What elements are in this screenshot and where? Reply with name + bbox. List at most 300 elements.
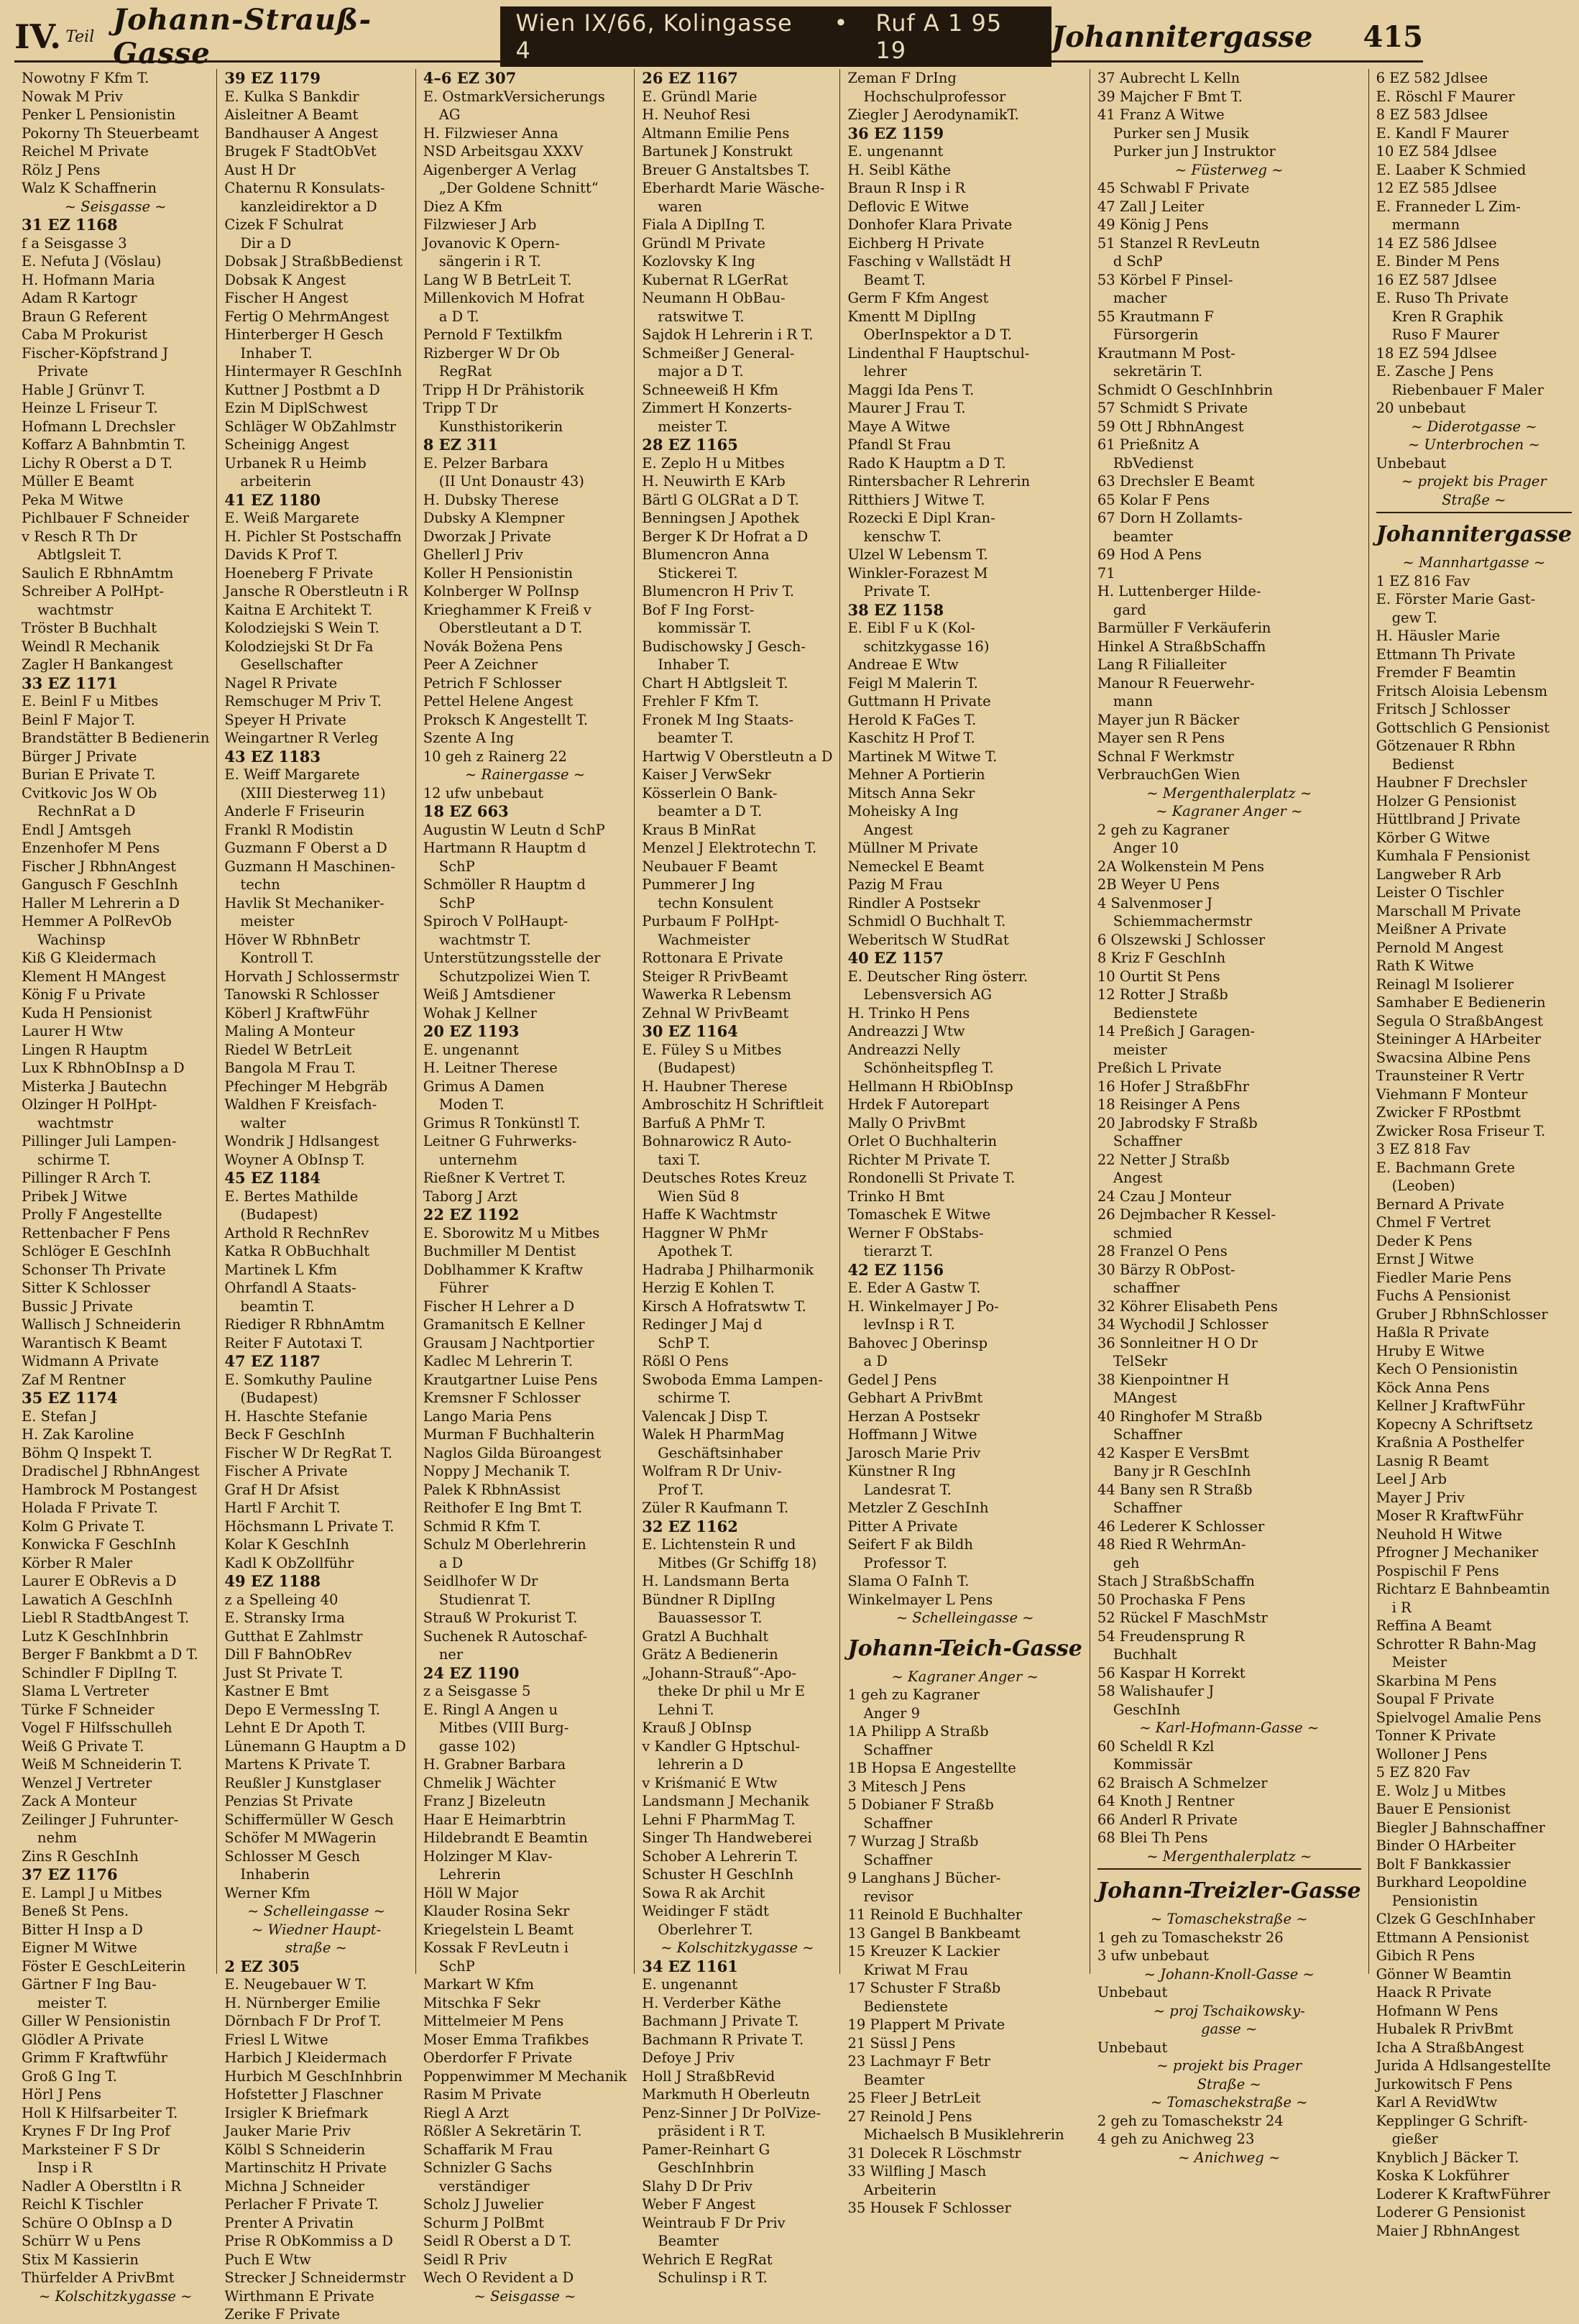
resident-entry: 20 unbebaut xyxy=(1376,400,1466,416)
resident-entry: Kremsner F Schlosser xyxy=(423,1390,581,1406)
entry-continuation: gard xyxy=(1113,601,1146,618)
resident-entry: Grausam J Nachtportier xyxy=(423,1334,594,1351)
resident-entry: 26 Dejmbacher R Kessel- xyxy=(1097,1206,1276,1223)
resident-entry: Gedel J Pens xyxy=(847,1371,937,1388)
entry-continuation: (Budapest) xyxy=(240,1390,318,1406)
resident-entry: Richter M Private T. xyxy=(847,1151,991,1168)
resident-entry: 15 Kreuzer K Lackier xyxy=(847,1943,1000,1960)
entry-continuation: TelSekr xyxy=(1113,1353,1168,1369)
resident-entry: 71 xyxy=(1097,564,1115,582)
resident-entry: Pospischil F Pens xyxy=(1376,1562,1499,1579)
resident-entry: Jarosch Marie Priv xyxy=(847,1444,981,1461)
resident-entry: Pernold F Textilkfm xyxy=(423,326,563,343)
resident-entry: Donhofer Klara Private xyxy=(847,216,1013,233)
resident-entry: Mehner A Portierin xyxy=(847,766,985,783)
entry-continuation: meister T. xyxy=(658,418,728,435)
resident-entry: E. Weiff Margarete xyxy=(224,766,360,783)
resident-entry: Swacsina Albine Pens xyxy=(1376,1049,1531,1066)
resident-entry: Rößl O Pens xyxy=(642,1353,729,1369)
resident-entry: E. Somkuthy Pauline xyxy=(224,1371,372,1388)
resident-entry: Seidl R Priv xyxy=(423,2251,507,2268)
entry-continuation: Private xyxy=(37,363,88,380)
resident-entry: Holzinger M Klav- xyxy=(423,1847,553,1865)
resident-entry: Pazig M Frau xyxy=(847,876,943,893)
resident-entry: Unbebaut xyxy=(1376,454,1447,472)
resident-entry: Benningsen J Apothek xyxy=(642,510,799,526)
resident-entry: Sitter K Schlosser xyxy=(22,1280,150,1296)
resident-entry: Hoffmann J Witwe xyxy=(847,1426,977,1443)
resident-entry: Hofmann W Pens xyxy=(1376,2002,1499,2019)
resident-entry: Fuchs A Pensionist xyxy=(1376,1287,1511,1304)
entry-continuation: Bany jr R GeschInh xyxy=(1113,1463,1251,1479)
resident-entry: E. Deutscher Ring österr. xyxy=(847,968,1028,985)
resident-entry: Kuda H Pensionist xyxy=(22,1004,152,1021)
resident-entry: 14 Preßich J Garagen- xyxy=(1097,1023,1256,1039)
resident-entry: Lawatich A GeschInh xyxy=(22,1591,173,1608)
entry-continuation: mann xyxy=(1113,693,1154,709)
resident-entry: 31 Dolecek R Löschmstr xyxy=(847,2144,1021,2162)
resident-entry: Krauß J ObInsp xyxy=(642,1719,752,1736)
resident-entry: Perlacher F Private T. xyxy=(224,2196,379,2213)
resident-entry: Augustin W Leutn d SchP xyxy=(423,821,605,838)
resident-entry: Franz J Bizeleutn xyxy=(423,1793,546,1809)
entry-continuation: Apothek T. xyxy=(658,1243,733,1259)
entry-continuation: Michaelsch B Musiklehrerin xyxy=(863,2126,1064,2143)
resident-entry: Kopecny A Schriftsetz xyxy=(1376,1415,1533,1433)
resident-entry: Fischer W Dr RegRat T. xyxy=(224,1444,392,1461)
resident-entry: 1 geh zu Tomaschekstr 26 xyxy=(1097,1929,1284,1946)
resident-entry: Schulz M Oberlehrerin xyxy=(423,1536,586,1553)
entry-continuation: Lebensversich AG xyxy=(863,986,993,1003)
resident-entry: E. Stransky Irma xyxy=(224,1609,345,1626)
resident-entry: 49 König J Pens xyxy=(1097,216,1209,233)
resident-entry: 30 Bärzy R ObPost- xyxy=(1097,1261,1235,1278)
resident-entry: Biegler J Bahnschaffner xyxy=(1376,1819,1545,1836)
cross-street-marker: gasse ~ xyxy=(1201,2021,1258,2037)
resident-entry: Kolodziejski S Wein T. xyxy=(224,620,379,636)
resident-entry: Groß G Ing T. xyxy=(22,2067,117,2085)
resident-entry: Wallisch J Schneiderin xyxy=(22,1316,181,1333)
entry-continuation: Meister xyxy=(1391,1654,1447,1671)
resident-entry: Reinagl M Isolierer xyxy=(1376,975,1514,993)
entry-continuation: Schaffner xyxy=(863,1741,933,1758)
resident-entry: Fischer H Lehrer a D xyxy=(423,1298,575,1315)
resident-entry: 12 EZ 585 Jdlsee xyxy=(1376,180,1497,196)
resident-entry: Marschall M Private xyxy=(1376,902,1522,919)
resident-entry: Gottschlich G Pensionist xyxy=(1376,719,1550,736)
resident-entry: E. Kulka S Bankdir xyxy=(224,88,359,105)
resident-entry: Mitschka F Sekr xyxy=(423,1994,540,2011)
resident-entry: 6 EZ 582 Jdlsee xyxy=(1376,70,1488,86)
resident-entry: Samhaber E Bedienerin xyxy=(1376,994,1546,1011)
entry-continuation: AG xyxy=(438,106,461,123)
resident-entry: Hartmann R Hauptm d xyxy=(423,840,586,856)
resident-entry: Markmuth H Oberleutn xyxy=(642,2086,810,2103)
resident-entry: Fischer H Angest xyxy=(224,290,349,306)
entry-continuation: (Budapest) xyxy=(658,1060,736,1076)
resident-entry: Leister O Tischler xyxy=(1376,884,1504,901)
resident-entry: König F u Private xyxy=(22,986,146,1003)
resident-entry: Fronek M Ing Staats- xyxy=(642,711,793,728)
resident-entry: Giller W Pensionistin xyxy=(22,2013,171,2029)
resident-entry: H. Häusler Marie xyxy=(1376,628,1501,644)
resident-entry: Schneeweiß H Kfm xyxy=(642,381,778,398)
entry-continuation: MAngest xyxy=(1113,1390,1177,1406)
resident-entry: Maling A Monteur xyxy=(224,1023,355,1039)
cross-street-marker: ~ Tomaschekstraße ~ xyxy=(1150,1911,1308,1927)
resident-entry: Bachmann R Private T. xyxy=(642,2031,804,2048)
entry-continuation: Schaffner xyxy=(863,1851,933,1868)
resident-entry: Marksteiner F S Dr xyxy=(22,2141,160,2158)
resident-entry: Hemmer A PolRevOb xyxy=(22,913,172,929)
entry-continuation: Lehni T. xyxy=(658,1701,714,1718)
resident-entry: Saulich E RbhnAmtm xyxy=(22,564,174,582)
entry-continuation: (XIII Diesterweg 11) xyxy=(240,784,386,802)
resident-entry: Zwicker Rosa Friseur T. xyxy=(1376,1122,1546,1139)
resident-entry: 62 Braisch A Schmelzer xyxy=(1097,1774,1268,1791)
resident-entry: Schnal F Werkmstr xyxy=(1097,748,1234,765)
entry-continuation: a D T. xyxy=(438,308,479,325)
house-number-entry: 35 EZ 1174 xyxy=(22,1389,118,1407)
resident-entry: Pfechinger M Hebgräb xyxy=(224,1078,388,1095)
resident-entry: Zerike F Private xyxy=(224,2306,341,2323)
house-number-entry: 20 EZ 1193 xyxy=(423,1022,520,1040)
entry-continuation: gießer xyxy=(1391,2131,1438,2147)
resident-entry: Tomaschek E Witwe xyxy=(847,1206,991,1223)
resident-entry: Hubalek R PrivBmt xyxy=(1376,2021,1514,2037)
resident-entry: Seidl R Oberst a D T. xyxy=(423,2233,572,2249)
resident-entry: Brugek F StadtObVet xyxy=(224,143,377,160)
resident-entry: E. Nefuta J (Vöslau) xyxy=(22,253,162,270)
column-7 xyxy=(1369,69,1579,2239)
resident-entry: 1B Hopsa E Angestellte xyxy=(847,1760,1016,1776)
entry-continuation: Abtlgsleit T. xyxy=(37,546,122,563)
resident-entry: Herold K FaGes T. xyxy=(847,711,977,728)
resident-entry: Mayer sen R Pens xyxy=(1097,730,1225,746)
resident-entry: Viehmann F Monteur xyxy=(1376,1085,1528,1103)
resident-entry: Sowa R ak Archit xyxy=(642,1884,765,1901)
entry-continuation: beamter xyxy=(1113,528,1173,545)
resident-entry: Fritsch Aloisia Lebensm xyxy=(1376,682,1548,699)
resident-entry: 40 Ringhofer M Straßb xyxy=(1097,1407,1263,1425)
resident-entry: Rasim M Private xyxy=(423,2086,542,2103)
resident-entry: Doblhammer K Kraftw xyxy=(423,1261,584,1278)
resident-entry: 52 Rückel F MaschMstr xyxy=(1097,1609,1268,1626)
cross-street-marker: Straße ~ xyxy=(1197,2075,1261,2093)
resident-entry: Kiß G Kleidermach xyxy=(22,950,157,966)
resident-entry: Zwicker F RPostbmt xyxy=(1376,1104,1521,1121)
resident-entry: Prenter A Privatin xyxy=(224,2214,354,2231)
resident-entry: Taborg J Arzt xyxy=(423,1188,517,1205)
resident-entry: Kozlovsky K Ing xyxy=(642,253,755,270)
resident-entry: Spielvogel Amalie Pens xyxy=(1376,1709,1542,1726)
entry-continuation: wachtmstr xyxy=(37,601,114,618)
part-label: Teil xyxy=(65,27,95,46)
resident-entry: Schüre O ObInsp a D xyxy=(22,2214,172,2231)
resident-entry: Grätz A Bedienerin xyxy=(642,1646,778,1663)
resident-entry: 8 EZ 583 Jdlsee xyxy=(1376,106,1488,123)
resident-entry: Schiffermüller W Gesch xyxy=(224,1811,394,1828)
resident-entry: Böhm Q Inspekt T. xyxy=(22,1444,152,1461)
house-number-entry: 30 EZ 1164 xyxy=(642,1022,738,1040)
resident-entry: Michna J Schneider xyxy=(224,2177,365,2195)
resident-entry: Rozecki E Dipl Kran- xyxy=(847,510,995,526)
resident-entry: Traunsteiner R Vertr xyxy=(1376,1067,1524,1084)
resident-entry: Penz-Sinner J Dr PolVize- xyxy=(642,2104,821,2121)
resident-entry: Winkelmayer L Pens xyxy=(847,1591,993,1608)
entry-continuation: RechnRat a D xyxy=(37,803,136,819)
resident-entry: 11 Reinold E Buchhalter xyxy=(847,1906,1023,1923)
resident-entry: 67 Dorn H Zollamts- xyxy=(1097,510,1243,526)
resident-entry: Bachmann J Private T. xyxy=(642,2013,799,2029)
resident-entry: Schmid R Kfm T. xyxy=(423,1517,541,1535)
resident-entry: Neuhold H Witwe xyxy=(1376,1525,1503,1543)
resident-entry: 61 Prießnitz A xyxy=(1097,436,1200,453)
resident-entry: Wohak J Kellner xyxy=(423,1004,537,1021)
resident-entry: Kriegelstein L Beamt xyxy=(423,1921,574,1938)
entry-continuation: GeschInh xyxy=(1113,1701,1181,1718)
resident-entry: Palek K RbhnAssist xyxy=(423,1481,561,1498)
resident-entry: Pettel Helene Angest xyxy=(423,693,574,709)
resident-entry: Kirsch A Hofratswtw T. xyxy=(642,1298,806,1315)
entry-continuation: Fürsorgerin xyxy=(1113,326,1199,343)
resident-entry: Wolfram R Dr Univ- xyxy=(642,1463,782,1479)
entry-continuation: techn xyxy=(240,876,280,893)
resident-entry: Sajdok H Lehrerin i R T. xyxy=(642,326,814,343)
resident-entry: E. Beinl F u Mitbes xyxy=(22,693,159,709)
resident-entry: Pillinger Juli Lampen- xyxy=(22,1133,177,1149)
resident-entry: Fremder F Beamtin xyxy=(1376,664,1516,681)
resident-entry: Nowotny F Kfm T. xyxy=(22,70,149,86)
cross-street-marker: ~ projekt bis Prager xyxy=(1156,2057,1302,2074)
entry-continuation: beamtin T. xyxy=(240,1298,315,1315)
resident-entry: Pernold M Angest xyxy=(1376,939,1504,956)
entry-continuation: meister xyxy=(1113,1041,1167,1058)
entry-continuation: tierarzt T. xyxy=(863,1243,934,1259)
resident-entry: Deutsches Rotes Kreuz xyxy=(642,1170,807,1186)
resident-entry: Rado K Hauptm a D T. xyxy=(847,454,1006,472)
house-number-entry: 28 EZ 1165 xyxy=(642,436,738,454)
resident-entry: Wolloner J Pens xyxy=(1376,1745,1488,1763)
column-2 xyxy=(217,69,415,2323)
resident-entry: E. Kandl F Maurer xyxy=(1376,124,1509,142)
entry-continuation: Schaffner xyxy=(863,1814,933,1832)
cross-street-marker: ~ Mannhartgasse ~ xyxy=(1402,554,1546,571)
resident-entry: Valencak J Disp T. xyxy=(642,1407,768,1425)
resident-entry: Unbebaut xyxy=(1097,1984,1168,2001)
resident-entry: Rettenbacher F Pens xyxy=(22,1224,170,1241)
resident-entry: Koska K Lokführer xyxy=(1376,2167,1509,2184)
resident-entry: 56 Kaspar H Korrekt xyxy=(1097,1664,1246,1681)
resident-entry: E. Füley S u Mitbes xyxy=(642,1041,782,1058)
entry-continuation: Angest xyxy=(863,821,913,838)
resident-entry: Bauer E Pensionist xyxy=(1376,1801,1511,1817)
resident-entry: Holl K Hilfsarbeiter T. xyxy=(22,2104,178,2121)
resident-entry: Glödler A Private xyxy=(22,2031,144,2048)
resident-entry: Guzmann H Maschinen- xyxy=(224,858,396,875)
resident-entry: Barfuß A PhMr T. xyxy=(642,1114,766,1131)
resident-entry: Lichy R Oberst a D T. xyxy=(22,454,173,472)
house-number-entry: 36 EZ 1159 xyxy=(847,124,944,142)
entry-continuation: schirme T. xyxy=(37,1151,111,1168)
resident-entry: Nowak M Priv xyxy=(22,88,123,105)
resident-entry: E. Franneder L Zim- xyxy=(1376,198,1521,215)
cross-street-marker: ~ Kolschitzkygasse ~ xyxy=(38,2287,193,2305)
house-number-entry: 45 EZ 1184 xyxy=(224,1169,321,1187)
entry-continuation: Bauassessor T. xyxy=(658,1609,763,1626)
resident-entry: Davids K Prof T. xyxy=(224,546,339,563)
entry-continuation: Private T. xyxy=(863,583,931,600)
resident-entry: 46 Lederer K Schlosser xyxy=(1097,1517,1265,1535)
resident-entry: Scheinigg Angest xyxy=(224,436,349,453)
resident-entry: 44 Bany sen R Straßb xyxy=(1097,1481,1253,1498)
entry-continuation: Ruso F Maurer xyxy=(1391,326,1499,343)
cross-street-marker: ~ Diderotgasse ~ xyxy=(1411,418,1537,435)
resident-entry: Weiß M Schneiderin T. xyxy=(22,1756,183,1773)
house-number-entry: 39 EZ 1179 xyxy=(224,69,321,87)
resident-entry: E. Neugebauer W T. xyxy=(224,1976,367,1993)
column-5 xyxy=(840,69,1090,2216)
resident-entry: 4 Salvenmoser J xyxy=(1097,894,1212,911)
resident-entry: Markart W Kfm xyxy=(423,1976,534,1993)
resident-entry: Guzmann F Oberst a D xyxy=(224,840,387,856)
resident-entry: Mittelmeier M Pens xyxy=(423,2013,564,2029)
entry-continuation: Schaffner xyxy=(1113,1426,1182,1443)
resident-entry: Rottonara E Private xyxy=(642,950,783,966)
resident-entry: Kolar K GeschInh xyxy=(224,1536,349,1553)
resident-entry: Steiger R PrivBeamt xyxy=(642,968,788,985)
resident-entry: Burkhard Leopoldine xyxy=(1376,1874,1527,1891)
right-running-head: Johannitergasse xyxy=(1051,19,1313,54)
entry-continuation: Kriwat M Frau xyxy=(863,1961,969,1978)
resident-entry: Gramanitsch E Kellner xyxy=(423,1316,585,1333)
resident-entry: Ziegler J AerodynamikT. xyxy=(847,106,1019,123)
resident-entry: Beinl F Major T. xyxy=(22,711,136,728)
resident-entry: Reußler J Kunstglaser xyxy=(224,1774,381,1791)
resident-entry: Menzel J Elektrotechn T. xyxy=(642,840,817,856)
banner-separator: • xyxy=(834,9,849,37)
resident-entry: E. ungenannt xyxy=(423,1041,519,1058)
entry-continuation: Beamter xyxy=(863,2071,925,2088)
resident-entry: 47 Zall J Leiter xyxy=(1097,198,1205,215)
entry-continuation: d SchP xyxy=(1113,253,1163,270)
resident-entry: Pribek J Witwe xyxy=(22,1188,127,1205)
resident-entry: Reithofer E Ing Bmt T. xyxy=(423,1499,583,1516)
resident-entry: Endl J Amtsgeh xyxy=(22,821,132,838)
resident-entry: Bürger J Private xyxy=(22,748,137,765)
entry-continuation: Wachinsp xyxy=(37,931,106,948)
resident-entry: Werner Kfm xyxy=(224,1884,310,1901)
resident-entry: Bitter H Insp a D xyxy=(22,1921,143,1938)
resident-entry: Diez A Kfm xyxy=(423,198,503,215)
resident-entry: Millenkovich M Hofrat xyxy=(423,290,584,306)
resident-entry: Weingartner R Verleg xyxy=(224,730,379,746)
resident-entry: H. Grabner Barbara xyxy=(423,1756,566,1773)
resident-entry: 13 Gangel B Bankbeamt xyxy=(847,1924,1021,1942)
resident-entry: Pitter A Private xyxy=(847,1517,958,1535)
resident-entry: Altmann Emilie Pens xyxy=(642,124,790,142)
house-number-entry: 4–6 EZ 307 xyxy=(423,69,517,87)
resident-entry: Jurkowitsch F Pens xyxy=(1376,2075,1513,2093)
resident-entry: Nemeckel E Beamt xyxy=(847,858,985,875)
resident-entry: 37 Aubrecht L Kelln xyxy=(1097,70,1240,86)
resident-entry: 66 Anderl R Private xyxy=(1097,1811,1238,1828)
resident-entry: Bandhauser A Angest xyxy=(224,124,379,142)
cross-street-marker: ~ Schelleingasse ~ xyxy=(247,1903,386,1919)
cross-street-marker: straße ~ xyxy=(285,1939,348,1956)
resident-entry: Petrich F Schlosser xyxy=(423,674,562,692)
resident-entry: 48 Ried R WehrmAn- xyxy=(1097,1536,1246,1553)
resident-entry: Dill F BahnObRev xyxy=(224,1646,352,1663)
resident-entry: Rößler A Sekretärin T. xyxy=(423,2123,582,2139)
entry-continuation: Schutzpolizei Wien T. xyxy=(438,968,591,985)
resident-entry: Peer A Zeichner xyxy=(423,656,538,673)
entry-continuation: Pensionistin xyxy=(1391,1892,1478,1909)
resident-entry: Schuster H GeschInh xyxy=(642,1866,794,1883)
cross-street-marker: ~ Kolschitzkygasse ~ xyxy=(660,1939,814,1956)
cross-street-marker: Straße ~ xyxy=(1442,491,1506,508)
resident-entry: Züler R Kaufmann T. xyxy=(642,1499,789,1516)
resident-entry: Germ F Kfm Angest xyxy=(847,290,989,306)
resident-entry: 5 EZ 820 Fav xyxy=(1376,1764,1470,1781)
resident-entry: Gründl M Private xyxy=(642,234,766,252)
resident-entry: Novák Božena Pens xyxy=(423,638,563,655)
resident-entry: z a Spelleing 40 xyxy=(224,1591,339,1608)
resident-entry: Nadler A Oberstltn i R xyxy=(22,2177,181,2195)
resident-entry: Cvitkovic Jos W Ob xyxy=(22,784,157,802)
entry-continuation: gasse 102) xyxy=(438,1737,516,1755)
resident-entry: Krautmann M Post- xyxy=(1097,344,1235,362)
cross-street-marker: ~ Kagraner Anger ~ xyxy=(1156,803,1303,819)
resident-entry: H. Nürnberger Emilie xyxy=(224,1994,381,2011)
resident-entry: H. Filzwieser Anna xyxy=(423,124,558,142)
resident-entry: Schmöller R Hauptm d xyxy=(423,876,586,893)
resident-entry: Manour R Feuerwehr- xyxy=(1097,674,1255,692)
entry-continuation: SchP xyxy=(438,1957,475,1975)
resident-entry: E. Zasche J Pens xyxy=(1376,363,1493,380)
resident-entry: Bof F Ing Forst- xyxy=(642,601,755,618)
resident-entry: Richtarz E Bahnbeamtin xyxy=(1376,1581,1550,1597)
resident-entry: Redinger J Maj d xyxy=(642,1316,763,1333)
resident-entry: Koller H Pensionistin xyxy=(423,564,574,582)
resident-entry: Adam R Kartogr xyxy=(22,290,137,306)
entry-continuation: lehrer xyxy=(863,363,908,380)
entry-continuation: Buchhalt xyxy=(1113,1646,1177,1663)
entry-continuation: Purker jun J Instruktor xyxy=(1113,143,1276,160)
entry-continuation: wachtmstr T. xyxy=(438,931,531,948)
house-number-entry: 22 EZ 1192 xyxy=(423,1205,520,1223)
resident-entry: 50 Prochaska F Pens xyxy=(1097,1591,1246,1608)
house-number-entry: 47 EZ 1187 xyxy=(224,1352,321,1370)
resident-entry: Budischowsky J Gesch- xyxy=(642,638,806,655)
resident-entry: Dradischel J RbhnAngest xyxy=(22,1463,200,1479)
resident-entry: Landsmann J Mechanik xyxy=(642,1793,809,1809)
resident-entry: Werner F ObStabs- xyxy=(847,1224,984,1241)
resident-entry: Weiß G Private T. xyxy=(22,1737,144,1755)
column-1 xyxy=(14,69,217,2305)
resident-entry: 21 Süssl J Pens xyxy=(847,2034,956,2052)
resident-entry: Leitner G Fuhrwerks- xyxy=(423,1133,577,1149)
entry-continuation: RegRat xyxy=(438,363,492,380)
house-number-entry: 37 EZ 1176 xyxy=(22,1865,118,1883)
resident-entry: Bartunek J Konstrukt xyxy=(642,143,793,160)
entry-continuation: Inhaberin xyxy=(240,1866,310,1883)
resident-entry: 64 Knoth J Rentner xyxy=(1097,1793,1235,1809)
resident-entry: Dubsky A Klempner xyxy=(423,510,565,526)
entry-continuation: (Leoben) xyxy=(1391,1177,1455,1194)
resident-entry: Prise R ObKommiss a D xyxy=(224,2233,393,2249)
resident-entry: Höll W Major xyxy=(423,1884,519,1901)
